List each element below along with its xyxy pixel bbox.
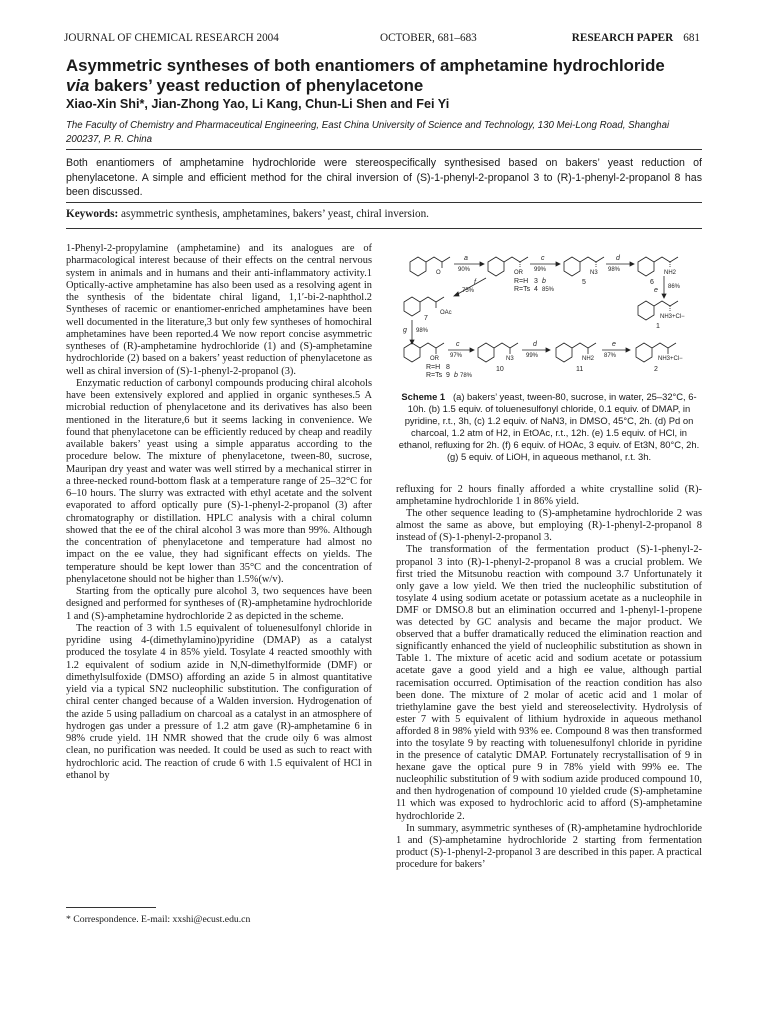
yield-label: 85% xyxy=(542,287,555,293)
body-column-left xyxy=(66,243,372,782)
yield-label: 78% xyxy=(460,373,473,379)
keywords-text: asymmetric synthesis, amphetamines, bakers’ yeast, chiral inversion. xyxy=(118,208,429,220)
atom-label: OR xyxy=(430,356,439,362)
title-line-1: Asymmetric syntheses of both enantiomers of amphetamine hydrochloride xyxy=(66,56,665,75)
scheme-caption-label: Scheme 1 xyxy=(401,391,446,402)
phenylacetone-chain xyxy=(426,257,450,262)
scheme-caption xyxy=(396,391,702,464)
atom-label: NH3+Cl− xyxy=(658,356,683,362)
arrowhead-icon xyxy=(630,262,634,266)
benzene-ring-icon xyxy=(478,343,494,362)
azide-chain xyxy=(580,257,604,262)
atom-label: NH3+Cl− xyxy=(660,314,685,320)
correspondence-footnote: * Correspondence. E-mail: xxshi@ecust.edu.cn xyxy=(66,914,251,925)
reagent-label: g xyxy=(403,327,407,334)
keywords-label: Keywords: xyxy=(66,208,119,220)
divider xyxy=(66,202,702,203)
divider xyxy=(66,149,702,150)
reagent-label: b xyxy=(542,278,546,285)
body-paragraph: The transformation of the fermentation product (S)-1-phenyl-2-propanol 3 into (R)-1-phenyl-2-propanol 8 was a crucial problem. We first tried the Mitsunobu reaction with compound 3.7 Unfortunately it only gave a low yield. We then tried the nucleophilic substitution of tosylate 4 using sodium acetate or potassium acetate as a nucleophile in DMF or DMSO.8 but an elimination occurred and 1-phenyl-1-propene was detected by GC analysis and became the major product. We observed that a buffer dramatically reduced the elimination reaction and significantly enhanced the yield of nucleophilic substitution as shown in Table 1. The mixture of acetic acid and sodium acetate or potassium acetate gave a good yield and a high ee value, although partial racemisation occurred. Optimisation of the reaction condition has also been done. The mixture of 2 molar of acetic acid and 1 molar of triethylamine gave the best yield and stereoselectivity. Hydrolysis of ester 7 with 5 equivalent of lithium hydroxide in aqueous methanol afforded 8 in 98% yield with 93% ee. Compound 8 was then transformed into the tosylate 9 by reacting with toluenesulfonyl chloride in pyridine in the presence of catalytic DMAP. Fortunately recrystallisation of 9 in hexane gave the optical pure 9 in 78% yield with 99% ee. The nucleophilic substitution of 9 with sodium azide produced compound 10, and then hydrogenation of compound 10 yielded crude (S)-amphetamine 11 which was exposed to hydrochloric acid to afford (S)-amphetamine hydrochloride 2. xyxy=(396,544,702,822)
atom-label: OAc xyxy=(440,310,452,316)
article-type xyxy=(572,32,700,44)
yield-label: 99% xyxy=(526,353,539,359)
compound-number: 8 xyxy=(446,364,450,371)
atom-label: N3 xyxy=(590,270,598,276)
benzene-ring-icon xyxy=(410,257,426,276)
reagent-label: f xyxy=(474,279,476,286)
body-paragraph: In summary, asymmetric syntheses of (R)-amphetamine hydrochloride 1 and (S)-amphetamine hydrochloride 2 starting from fermentation product (S)-1-phenyl-2-propanol 3 are described in this paper. A practical procedure for bakers’ xyxy=(396,822,702,870)
reagent-label: b xyxy=(454,372,458,379)
compound-number: 9 xyxy=(446,372,450,379)
substituent-label: R=H xyxy=(514,278,529,285)
substituent-label: R=Ts xyxy=(426,372,443,379)
article-title xyxy=(66,56,706,96)
journal-name: JOURNAL OF CHEMICAL RESEARCH 2004 xyxy=(64,32,279,44)
compound-number: 4 xyxy=(534,286,538,293)
arrowhead-icon xyxy=(662,294,666,298)
body-paragraph: 1-Phenyl-2-propylamine (amphetamine) and its analogues are of pharmacological interest because of their effects on the central nervous system in animals and in humans and their anti-inflammatory activity.1 Optically-active amphetamine has also been used as a resolving agent in the synthesis of the bidentate chiral ligand, 1,1′-bi-2-naphthol.2 Syntheses of racemic or enantiomer-enriched amphetamines have been well documented in the literature,3 but only few syntheses of homochiral amphetamines have been reported.4 We now report concise asymmetric syntheses of (R)-amphetamine hydrochloride (1) and (S)-amphetamine hydrochloride (2) based on a bakers’ yeast reduction of phenylacetone as well as chiral inversion of (S)-1-phenyl-2-propanol (3). xyxy=(66,243,372,377)
azide-chain xyxy=(494,343,518,348)
issue-info: OCTOBER, 681–683 xyxy=(380,32,477,44)
reagent-label: a xyxy=(464,255,468,262)
benzene-ring-icon xyxy=(638,257,654,276)
benzene-ring-icon xyxy=(404,297,420,316)
benzene-ring-icon xyxy=(636,343,652,362)
reagent-label: d xyxy=(533,341,537,348)
amine-chain xyxy=(572,343,596,348)
arrowhead-icon xyxy=(556,262,560,266)
salt-chain xyxy=(654,301,678,306)
article-type-label: RESEARCH PAPER xyxy=(571,32,674,44)
abstract: Both enantiomers of amphetamine hydrochloride were stereospecifically synthesised based on bakers’ yeast reduction of phenylacetone. A simple and efficient method for the chiral inversion of (S)-1-phenyl-2-propanol 3 to (R)-1-phenyl-2-propanol 8 has been discussed. xyxy=(66,157,702,198)
reagent-label: e xyxy=(654,287,658,294)
compound-number: 10 xyxy=(496,366,504,373)
title-line-2-rest: bakers’ yeast reduction of phenylacetone xyxy=(89,76,424,95)
body-paragraph: refluxing for 2 hours finally afforded a white crystalline solid (R)-amphetamine hydrochloride 1 in 86% yield. xyxy=(396,484,702,508)
arrowhead-icon xyxy=(480,262,484,266)
atom-label: O xyxy=(436,270,441,276)
atom-label: OR xyxy=(514,270,523,276)
arrowhead-icon xyxy=(454,292,459,296)
title-italic-via: via xyxy=(66,76,90,95)
compound-number: 2 xyxy=(654,366,658,373)
amine-chain xyxy=(654,257,678,262)
yield-label: 97% xyxy=(450,353,463,359)
body-paragraph: Enzymatic reduction of carbonyl compounds producing chiral alcohols have been extensively explored and applied in organic syntheses.5 A microbial reduction of phenylacetone and its derivatives has also been mentioned in the literature,6 but it seems lacking in convenience. We found that phenylacetone can be efficiently reduced by cheap and readily available bakers’ yeast using a simple apparatus according to the procedure below. The mixture of phenylacetone, tween-80, sucrose, Mauripan dry yeast and water was well stirred by a mechanical stirrer in a three-necked round-bottom flask at a temperature range of 25–32°C for 6–10 hours. The slurry was extracted with ethyl acetate and the solvent evaporated to afford optically pure (S)-1-phenyl-2-propanol (3) after chromatography or distillation. HPLC analysis with a chiral column showed that the ee of the chiral alcohol 3 was more than 99%. Although the concentration of phenylacetone and temperature had almost no impact on the ee value, they had significant effects on yields. The temperature should be kept lower than 35°C and the concentration of phenylacetone should not be higher than 1.5%(w/v). xyxy=(66,377,372,585)
affiliation: The Faculty of Chemistry and Pharmaceutical Engineering, East China University of Science and Technology, 130 Mei-Long Road, Shanghai 200237, P. R. China xyxy=(66,120,670,145)
yield-label: 98% xyxy=(608,267,621,273)
scheme-caption-text: (a) bakers’ yeast, tween-80, sucrose, in water, 25–32°C, 6-10h. (b) 1.5 equiv. of toluenesulfonyl chloride, 0.1 equiv. of DMAP, in pyridine, r.t., 3h, (c) 1.2 equiv. of NaN3, in DMSO, 45°C, 2h. (d) Pd on charcoal, 1.2 atm of H2, in EtOAc, r.t., 12h. (e) 1.5 equiv. of HCl, in ethanol, refluxing for 2h. (f) 6 equiv. of HOAc, 3 equiv. of Et3N, 80°C, 2h. (g) 5 equiv. of LiOH, in aqueous methanol, r.t. 3h. xyxy=(398,391,700,463)
reagent-label: d xyxy=(616,255,620,262)
arrowhead-icon xyxy=(546,348,550,352)
substituent-label: R=Ts xyxy=(514,286,531,293)
title-line-2 xyxy=(66,76,706,96)
reagent-label: c xyxy=(541,255,545,262)
benzene-ring-icon xyxy=(404,343,420,362)
propanol-chain xyxy=(504,257,528,262)
scheme-figure xyxy=(396,240,702,388)
running-header xyxy=(64,32,700,48)
benzene-ring-icon xyxy=(556,343,572,362)
page-number: 681 xyxy=(683,32,700,44)
divider xyxy=(66,228,702,229)
benzene-ring-icon xyxy=(638,301,654,320)
benzene-ring-icon xyxy=(488,257,504,276)
body-paragraph: The other sequence leading to (S)-amphetamine hydrochloride 2 was almost the same as above, but employing (R)-1-phenyl-2-propanol 8 instead of (S)-1-phenyl-2-propanol 3. xyxy=(396,508,702,544)
yield-label: 98% xyxy=(416,328,429,334)
salt-chain xyxy=(652,343,676,348)
body-column-right xyxy=(396,484,702,871)
keywords xyxy=(66,208,702,220)
yield-label: 99% xyxy=(534,267,547,273)
compound-number: 5 xyxy=(582,279,586,286)
body-paragraph: Starting from the optically pure alcohol 3, two sequences have been designed and performed for syntheses of (R)-amphetamine hydrochloride 1 and (S)-amphetamine hydrochloride 2 as depicted in the scheme. xyxy=(66,586,372,622)
compound-number: 1 xyxy=(656,323,660,330)
row-3-structures xyxy=(404,343,676,362)
arrowhead-icon xyxy=(626,348,630,352)
acetate-chain xyxy=(420,297,444,302)
yield-label: 86% xyxy=(668,284,681,290)
body-paragraph: The reaction of 3 with 1.5 equivalent of toluenesulfonyl chloride in pyridine using 4-(dimethylamino)pyridine (DMAP) as a catalyst produced the tosylate 4 in 85% yield. Tosylate 4 reacted smoothly with 1.2 equivalent of sodium azide in N,N-dimethylformide (DMF) or dimethylsulfoxide (DMSO) affording an azide 5 in almost quantitative yield via a typical SN2 nucleophilic substitution. The configuration of chiral center changed because of a Walden inversion. Hydrogenation of the azide 5 using palladium on charcoal as a catalyst in an atmosphere of hydrogen gas under a pressure of 1.2 atm gave (R)-amphetamine 6 in 98% crude yield. 1H NMR showed that the crude oily 6 was almost clean, no purification was needed. It could be used as such to react with hydrochloric acid. The reaction of crude 6 with 1.5 equivalent of HCl in ethanol by xyxy=(66,622,372,781)
yield-label: 75% xyxy=(462,288,475,294)
atom-label: NH2 xyxy=(582,356,595,362)
compound-number: 11 xyxy=(576,366,584,373)
atom-label: N3 xyxy=(506,356,514,362)
yield-label: 87% xyxy=(604,353,617,359)
yield-label: 90% xyxy=(458,267,471,273)
reagent-label: c xyxy=(456,341,460,348)
author-list: Xiao-Xin Shi*, Jian-Zhong Yao, Li Kang, Chun-Li Shen and Fei Yi xyxy=(66,97,450,111)
footnote-divider xyxy=(66,907,156,908)
benzene-ring-icon xyxy=(564,257,580,276)
compound-number: 7 xyxy=(424,315,428,322)
propanol-chain xyxy=(420,343,444,348)
reagent-label: e xyxy=(612,341,616,348)
atom-label: NH2 xyxy=(664,270,677,276)
compound-number: 6 xyxy=(650,279,654,286)
compound-number: 3 xyxy=(534,278,538,285)
substituent-label: R=H xyxy=(426,364,441,371)
arrowhead-icon xyxy=(470,348,474,352)
